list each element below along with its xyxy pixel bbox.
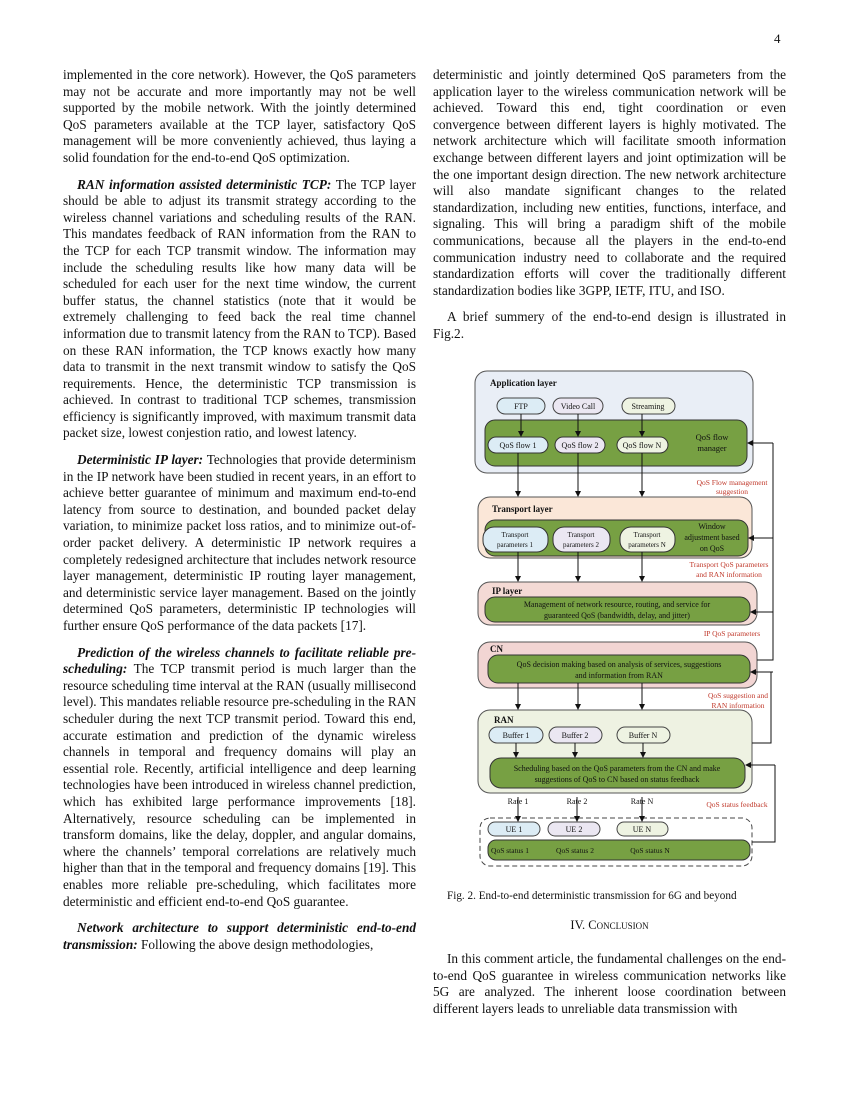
paragraph-body: The TCP transmit period is much larger than the resource scheduling time interval at the RAN (usually millisecond level). This mandates reliable resource pre-scheduling in the RAN scheduler during the next TCP transmit period. Toward this end, accurate estimation and prediction of the dynamic wireless channels in temporal and frequency domains will play an essential role. Recently, artificial intelligence and deep learning technologies have been introduced in wireless channel prediction, which has exhibited large performance improvements [18]. Alternatively, resource scheduling can be implemented in transform domains, like the delay, doppler, and angular domains, where the channels’ temporal correlations are relatively much higher than that in the temporal and frequency domains [19]. This enables more reliable pre-scheduling, which facilitates more deterministic and efficient end-to-end QoS guarantee.: [63, 661, 416, 909]
svg-text:UE N: UE N: [632, 825, 652, 834]
flow-pill: QoS flow 1: [499, 441, 537, 450]
paragraph: [63, 920, 416, 953]
paragraph: implemented in the core network). However, the QoS parameters may not be accurate and more importantly may not be well supported by the mobile network. With the jointly determined QoS parameters available at the TCP layer, satisfactory QoS management will be more conveniently achieved, thus laying a solid foundation for the end-to-end QoS optimization.: [63, 67, 416, 165]
svg-text:QoS status 2: QoS status 2: [556, 846, 594, 855]
paragraph-lead: Deterministic IP layer:: [77, 452, 204, 468]
manager-label: manager: [697, 443, 727, 453]
svg-text:Transport: Transport: [501, 531, 529, 539]
svg-text:Buffer 1: Buffer 1: [502, 731, 530, 740]
paragraph-body: Following the above design methodologies,: [137, 936, 374, 952]
svg-text:Transport: Transport: [633, 531, 661, 539]
svg-text:QoS status feedback: QoS status feedback: [706, 800, 768, 809]
flow-pill: QoS flow N: [622, 441, 662, 450]
svg-text:guaranteed QoS (bandwidth, del: guaranteed QoS (bandwidth, delay, and jitter): [544, 611, 690, 620]
svg-text:on QoS: on QoS: [699, 544, 725, 553]
paragraph-body: Technologies that provide determinism in the IP network have been studied in recent years, in an effort to achieve better guarantee of minimum and maximum end-to-end latency from source to destination, and bounded packet delay variation, to minimize packet loss ratios, and to minimize out-of-order packet delivery. A deterministic IP network requires a completely redesigned architecture that includes network resource layer management, deterministic IP routing layer management, and deterministic service layer management. Based on the jointly determined QoS parameters, deterministic IP technologies will further ensure QoS performance of the data packets [17].: [63, 452, 416, 633]
svg-text:UE 1: UE 1: [505, 825, 523, 834]
app-pill: Video Call: [560, 402, 596, 411]
paragraph: In this comment article, the fundamental challenges on the end-to-end QoS guarantee in wireless communication networks like 5G are analyzed. The inherent loose coordination between different layers leads to unreliable data transmission with: [433, 951, 786, 1016]
paragraph: A brief summery of the end-to-end design is illustrated in Fig.2.: [433, 309, 786, 341]
svg-text:Management of network resource: Management of network resource, routing, and service for: [523, 600, 711, 609]
svg-text:QoS status N: QoS status N: [630, 846, 670, 855]
svg-text:Rate 1: Rate 1: [507, 797, 529, 806]
svg-text:and information from RAN: and information from RAN: [575, 671, 663, 680]
paragraph: deterministic and jointly determined QoS parameters from the application layer to the wireless communication network will be achieved. Toward this end, tight coordination or even convergence between different layers is highly motivated. The network architecture which will facilitate smooth information exchange between different layers and joint optimization will be the one important design direction. The new network architecture will also mandate significant changes to the related standardization, including new entities, functions, interface, and signaling. This will bring a paradigm shift of the mobile communications, because all the players in the end-to-end communication industry need to collaborate and the required standardization efforts will cover the traditionally different standardization bodies like 3GPP, IETF, ITU, and ISO.: [433, 67, 786, 298]
layer-title: Application layer: [490, 378, 557, 388]
svg-text:Buffer N: Buffer N: [628, 731, 658, 740]
svg-text:Scheduling based on the QoS pa: Scheduling based on the QoS parameters from the CN and make: [513, 764, 721, 773]
svg-text:parameters 1: parameters 1: [497, 541, 533, 549]
svg-text:Rate 2: Rate 2: [566, 797, 588, 806]
svg-text:Transport QoS parameters: Transport QoS parameters: [689, 560, 769, 569]
figure-caption: Fig. 2. End-to-end deterministic transmission for 6G and beyond: [447, 890, 737, 902]
paragraph: [63, 177, 416, 443]
paragraph-lead: Network architecture to support deterministic end-to-end transmission:: [63, 920, 416, 952]
flow-pill: QoS flow 2: [561, 441, 599, 450]
svg-text:suggestions of QoS to CN based: suggestions of QoS to CN based on status feedback: [534, 775, 700, 784]
svg-text:IP layer: IP layer: [492, 586, 523, 596]
svg-text:parameters N: parameters N: [628, 541, 666, 549]
svg-text:and RAN information: and RAN information: [696, 570, 762, 579]
svg-text:RAN: RAN: [494, 715, 514, 725]
svg-text:QoS Flow management: QoS Flow management: [696, 478, 768, 487]
svg-text:UE 2: UE 2: [565, 825, 583, 834]
svg-text:CN: CN: [490, 644, 503, 654]
svg-text:Rate N: Rate N: [630, 797, 654, 806]
paragraph-lead: Prediction of the wireless channels to facilitate reliable pre-scheduling:: [63, 644, 416, 677]
paragraph-lead: RAN information assisted deterministic TCP:: [77, 176, 332, 192]
right-column-lower: [433, 951, 786, 1027]
svg-text:QoS suggestion and: QoS suggestion and: [708, 691, 768, 700]
app-pill: FTP: [514, 402, 528, 411]
svg-text:IP QoS parameters: IP QoS parameters: [703, 629, 761, 638]
paragraph: [63, 645, 416, 911]
svg-text:adjustment based: adjustment based: [684, 533, 740, 542]
svg-text:QoS decision making based on a: QoS decision making based on analysis of services, suggestions: [516, 660, 722, 669]
right-column: [433, 67, 786, 353]
layer-title: Transport layer: [492, 504, 553, 514]
figure-2-diagram: [470, 365, 780, 870]
paragraph-body: The TCP layer should be able to adjust its transmit strategy according to the wireless channel variations and scheduling results of the RAN. This mandates feedback of RAN information from the RAN to the TCP for each TCP transmit window. The information may include the scheduling results like how many data will be scheduled for each user for the next time window, the current buffer status, the channel statistics (note that it would be extremely challenging to feed back the real time channel information due to transmit latency from the RAN to TCP). Based on these RAN information, the TCP knows exactly how many data to transmit in the next transmit window to satisfy the QoS requirements. Hence, the deterministic TCP transmission is achieved. In contrast to traditional TCP schemes, transmission efficiency is significantly improved, with maximum transmit data packet size, lowest conjestion ratio, and lowest latency.: [63, 176, 416, 441]
left-column: [63, 67, 416, 963]
svg-text:RAN information: RAN information: [711, 701, 765, 710]
manager-label: QoS flow: [695, 432, 729, 442]
paragraph: [63, 452, 416, 635]
svg-text:Transport: Transport: [567, 531, 595, 539]
svg-text:Window: Window: [698, 522, 726, 531]
svg-text:QoS status 1: QoS status 1: [491, 846, 529, 855]
svg-text:Buffer 2: Buffer 2: [561, 731, 589, 740]
app-pill: Streaming: [631, 402, 665, 411]
svg-text:parameters 2: parameters 2: [563, 541, 599, 549]
section-heading: IV. Conclusion: [570, 918, 649, 932]
page-number: 4: [774, 31, 781, 46]
svg-text:suggestion: suggestion: [715, 487, 749, 496]
